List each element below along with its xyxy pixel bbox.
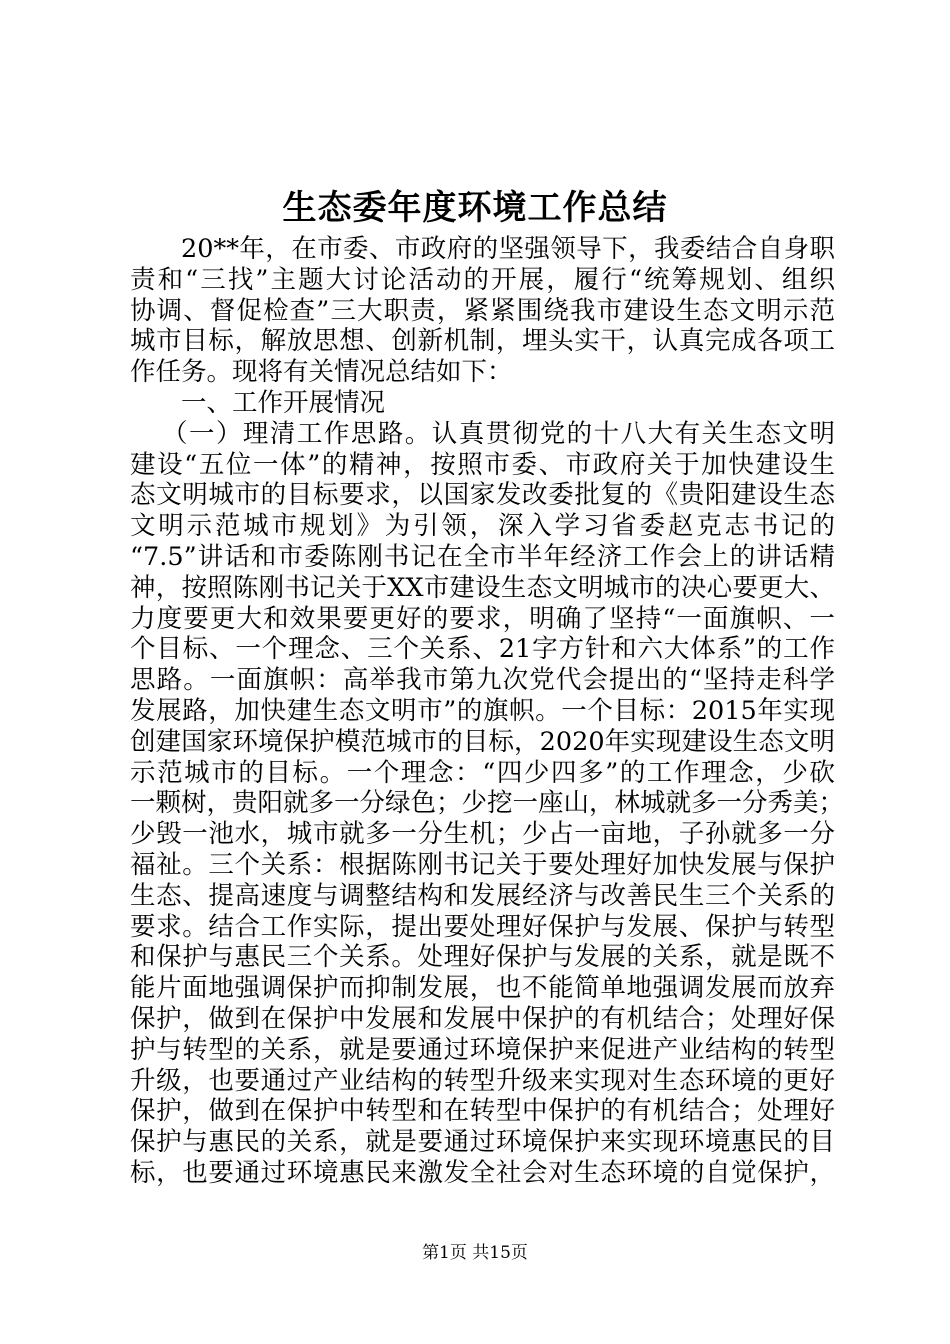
paragraph-line: 生态、提高速度与调整结构和发展经济与改善民生三个关系的	[130, 880, 835, 911]
paragraph-line: 少毁一池水，城市就多一分生机；少占一亩地，子孙就多一分	[130, 819, 835, 850]
paragraph-line: 建设“五位一体”的精神，按照市委、市政府关于加快建设生	[130, 449, 835, 480]
paragraph-line: 协调、督促检查”三大职责，紧紧围绕我市建设生态文明示范	[130, 295, 835, 326]
paragraph-line: 保护与惠民的关系，就是要通过环境保护来实现环境惠民的目	[130, 1127, 835, 1158]
paragraph-line: 态文明城市的目标要求，以国家发改委批复的《贵阳建设生态	[130, 480, 835, 511]
paragraph-line: 思路。一面旗帜：高举我市第九次党代会提出的“坚持走科学	[130, 665, 835, 696]
paragraph-line: 力度要更大和效果要更好的要求，明确了坚持“一面旗帜、一	[130, 603, 835, 634]
paragraph-line: 责和“三找”主题大讨论活动的开展，履行“统筹规划、组织	[130, 264, 835, 295]
document-title: 生态委年度环境工作总结	[282, 188, 668, 228]
paragraph-line: 创建国家环境保护模范城市的目标，2020年实现建设生态文明	[130, 726, 835, 757]
paragraph-line: 城市目标，解放思想、创新机制，埋头实干，认真完成各项工	[130, 326, 835, 357]
paragraph-line: 作任务。现将有关情况总结如下：	[130, 357, 513, 388]
paragraph-line: 20**年，在市委、市政府的坚强领导下，我委结合自身职	[181, 234, 835, 264]
paragraph-line: 文明示范城市规划》为引领，深入学习省委赵克志书记的	[130, 511, 835, 542]
paragraph-line: 标，也要通过环境惠民来激发全社会对生态环境的自觉保护，	[130, 1157, 835, 1188]
paragraph-line: 神，按照陈刚书记关于XX市建设生态文明城市的决心要更大、	[130, 572, 835, 603]
paragraph-line: 升级，也要通过产业结构的转型升级来实现对生态环境的更好	[130, 1065, 835, 1096]
paragraph-line: （一）理清工作思路。认真贯彻党的十八大有关生态文明	[162, 418, 835, 449]
paragraph-line: 发展路，加快建生态文明市”的旗帜。一个目标：2015年实现	[130, 695, 835, 726]
paragraph-line: 福祉。三个关系：根据陈刚书记关于要处理好加快发展与保护	[130, 849, 835, 880]
paragraph-line: “7.5”讲话和市委陈刚书记在全市半年经济工作会上的讲话精	[130, 541, 835, 572]
paragraph-line: 保护，做到在保护中发展和发展中保护的有机结合；处理好保	[130, 1003, 835, 1034]
document-body	[130, 234, 845, 1189]
paragraph-line: 护与转型的关系，就是要通过环境保护来促进产业结构的转型	[130, 1034, 835, 1065]
page-number-footer: 第1页 共15页	[422, 1243, 528, 1263]
paragraph-line: 一颗树，贵阳就多一分绿色；少挖一座山，林城就多一分秀美；	[130, 788, 845, 819]
paragraph-line: 和保护与惠民三个关系。处理好保护与发展的关系，就是既不	[130, 942, 835, 973]
paragraph-line: 能片面地强调保护而抑制发展，也不能简单地强调发展而放弃	[130, 973, 835, 1004]
paragraph-line: 保护，做到在保护中转型和在转型中保护的有机结合；处理好	[130, 1096, 835, 1127]
paragraph-line: 个目标、一个理念、三个关系、21字方针和六大体系”的工作	[130, 634, 835, 665]
paragraph-line: 要求。结合工作实际，提出要处理好保护与发展、保护与转型	[130, 911, 835, 942]
paragraph-line: 示范城市的目标。一个理念：“四少四多”的工作理念，少砍	[130, 757, 835, 788]
section-heading: 一、工作开展情况	[181, 387, 386, 418]
